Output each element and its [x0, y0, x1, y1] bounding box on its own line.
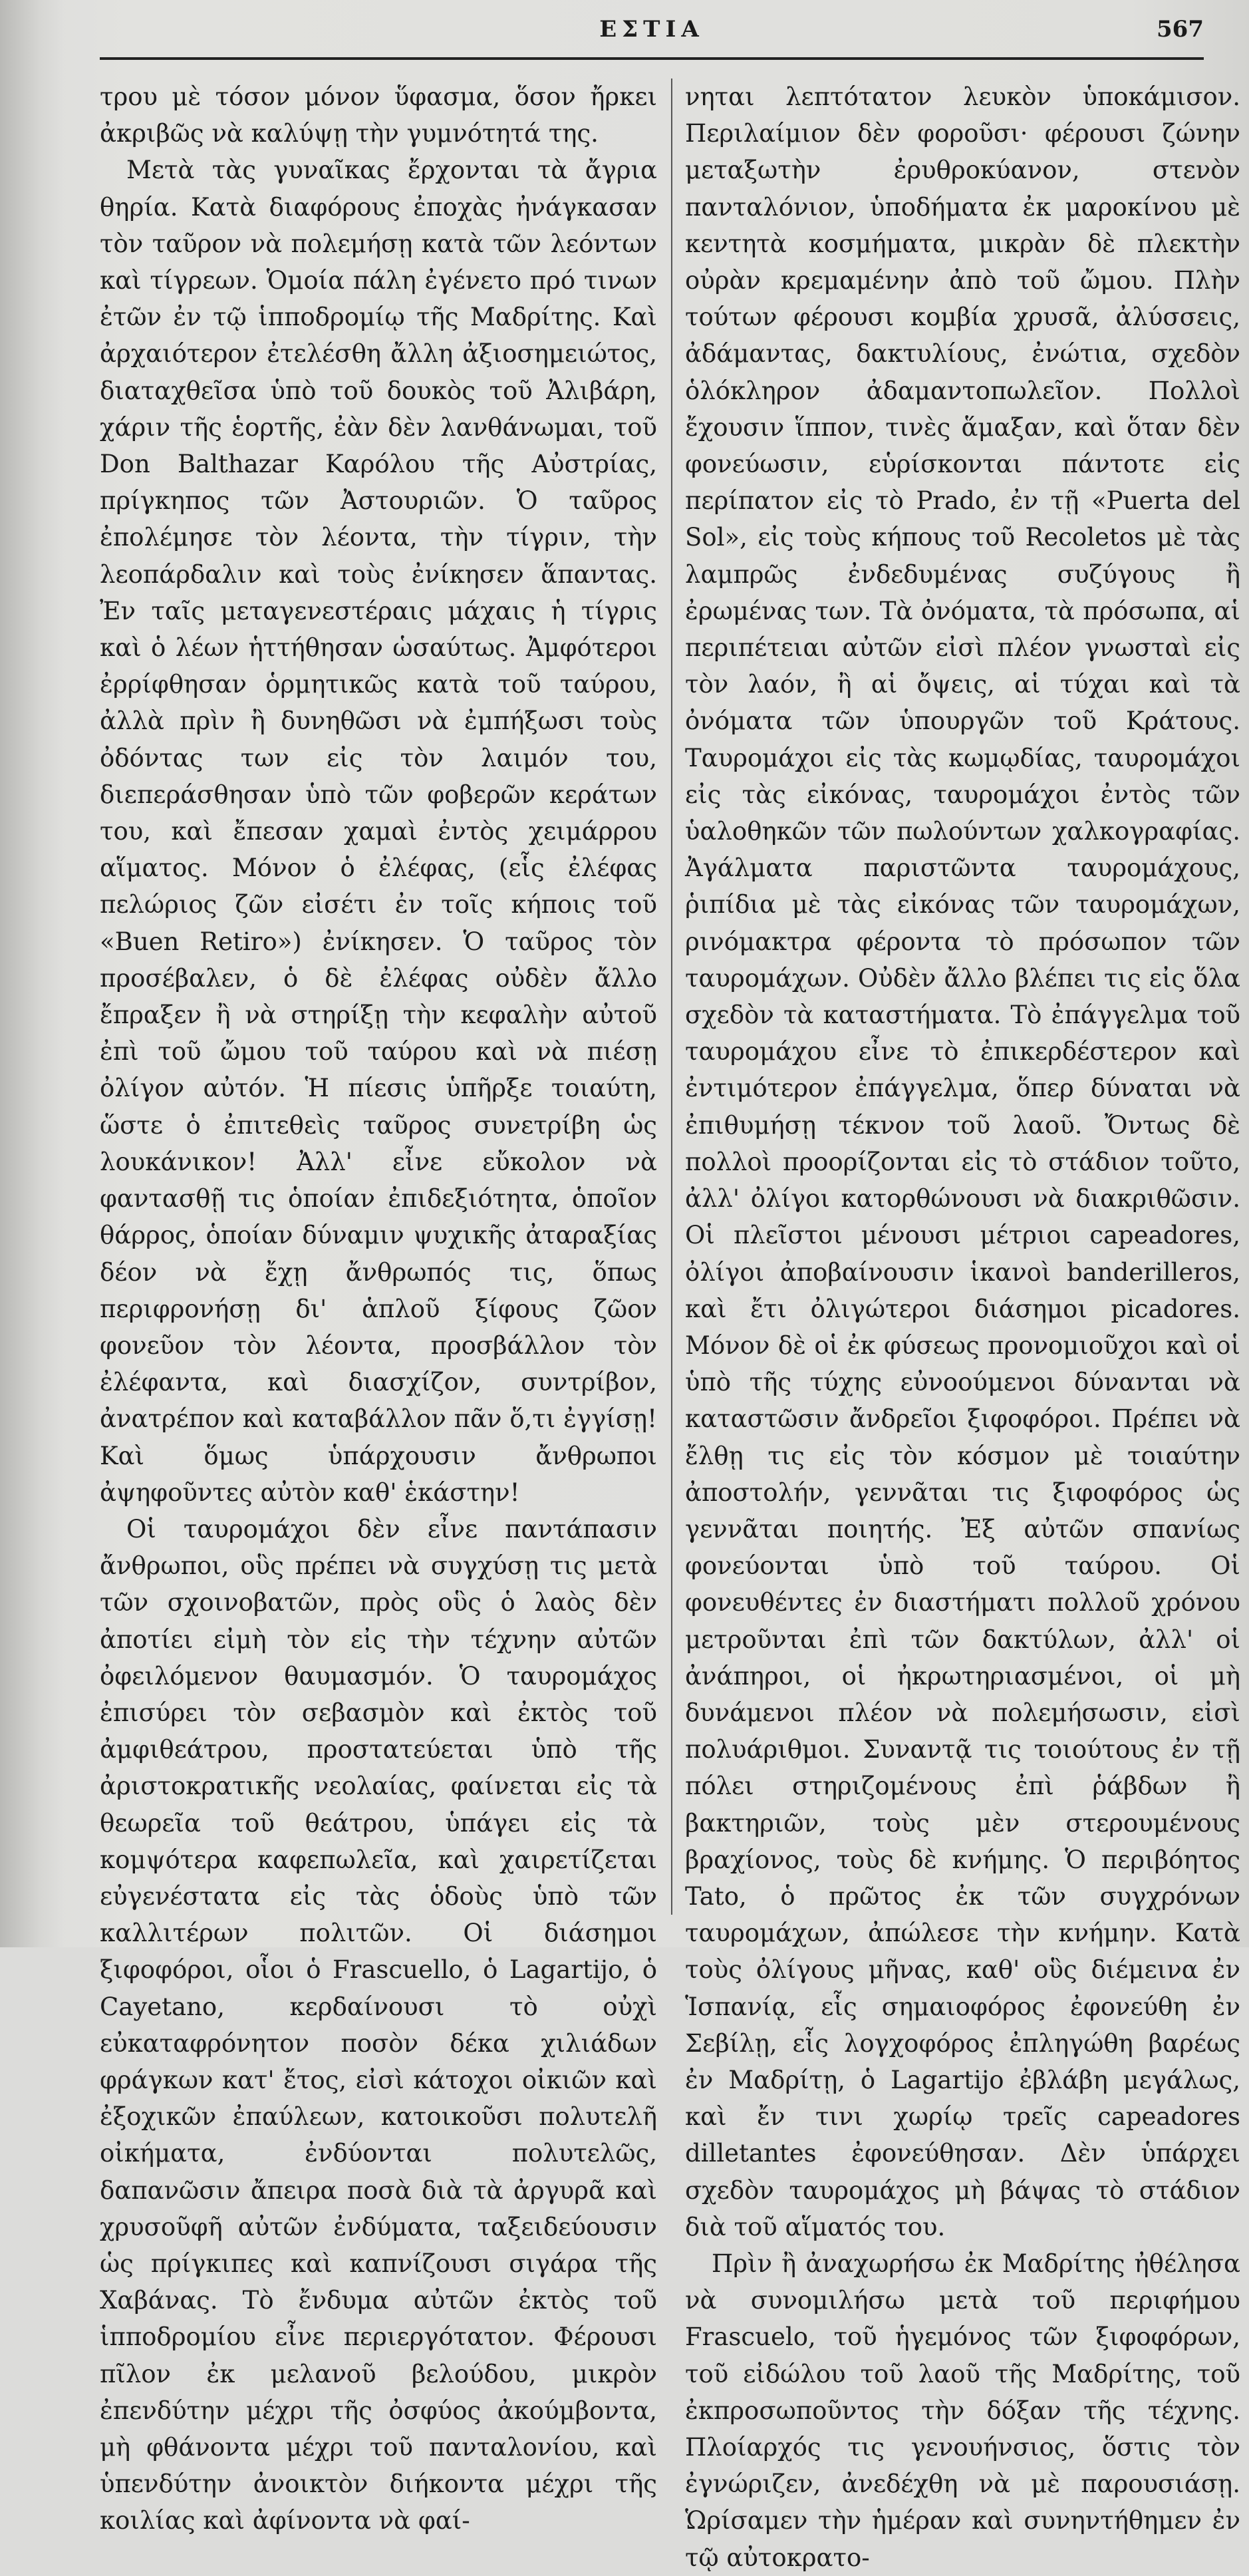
paragraph: νηται λεπτότατον λευκὸν ὑποκάμισον. Περιλαίμιον δὲν φοροῦσι· φέρουσι ζώνην μεταξωτὴν ἐρυθροκύανον, στενὸν πανταλόνιον, ὑποδήματα ἐκ μαροκίνου μὲ κεντητὰ κοσμήματα, μικρὰν δὲ πλεκτὴν οὐρὰν κρεμαμένην ἀπὸ τοῦ ὤμου. Πλὴν τούτων φέρουσι κομβία χρυσᾶ, ἀλύσσεις, ἀδάμαντας, δακτυλίους, ἐνώτια, σχεδὸν ὁλόκληρον ἀδαμαντοπωλεῖον. Πολλοὶ ἔχουσιν ἵππον, τινὲς ἅμαξαν, καὶ ὅταν δὲν φονεύωσιν, εὑρίσκονται πάντοτε εἰς περίπατον εἰς τὸ Prado, ἐν τῇ «Puerta del Sol», εἰς τοὺς κήπους τοῦ Recoletos μὲ τὰς λαμπρῶς ἐνδεδυμένας συζύγους ἢ ἐρωμένας των. Τὰ ὀνόματα, τὰ πρόσωπα, αἱ περιπέτειαι αὐτῶν εἰσὶ πλέον γνωσταὶ εἰς τὸν λαόν, ἢ αἱ ὄψεις, αἱ τύχαι καὶ τὰ ὀνόματα τῶν ὑπουργῶν τοῦ Κράτους. Ταυρομάχοι εἰς τὰς κωμῳδίας, ταυρομάχοι εἰς τὰς εἰκόνας, ταυρομάχοι ἐντὸς τῶν ὑαλοθηκῶν τῶν πωλούντων χαλκογραφίας. Ἀγάλματα παριστῶντα ταυρομάχους, ῥιπίδια μὲ τὰς εἰκόνας τῶν ταυρομάχων, ρινόμακτρα φέροντα τὸ πρόσωπον τῶν ταυρομάχων. Οὐδὲν ἄλλο βλέπει τις εἰς ὅλα σχεδὸν τὰ καταστήματα. Τὸ ἐπάγγελμα τοῦ ταυρομάχου εἶνε τὸ ἐπικερδέστερον καὶ ἐντιμότερον ἐπάγγελμα, ὅπερ δύναται νὰ ἐπιθυμήσῃ τέκνον τοῦ λαοῦ. Ὄντως δὲ πολλοὶ προορίζονται εἰς τὸ στάδιον τοῦτο, ἀλλ' ὀλίγοι κατορθώνουσι νὰ διακριθῶσιν. Οἱ πλεῖστοι μένουσι μέτριοι capeadores, ὀλίγοι ἀποβαίνουσιν ἱκανοὶ banderilleros, καὶ ἔτι ὀλιγώτεροι διάσημοι picadores. Μόνον δὲ οἱ ἐκ φύσεως προνομιοῦχοι καὶ οἱ ὑπὸ τῆς τύχης εὐνοούμενοι δύνανται νὰ καταστῶσιν ἄνδρεῖοι ξιφοφόροι. Πρέπει νὰ ἔλθῃ τις εἰς τὸν κόσμον μὲ τοιαύτην ἀποστολήν, γεννᾶται τις ξιφοφόρος ὡς γεννᾶται ποιητής. Ἐξ αὐτῶν σπανίως φονεύονται ὑπὸ τοῦ ταύρου. Οἱ φονευθέντες ἐν διαστήματι πολλοῦ χρόνου μετροῦνται ἐπὶ τῶν δακτύλων, ἀλλ' οἱ ἀνάπηροι, οἱ ἠκρωτηριασμένοι, οἱ μὴ δυνάμενοι πλέον νὰ πολεμήσωσιν, εἰσὶ πολυάριθμοι. Συναντᾷ τις τοιούτους ἐν τῇ πόλει στηριζομένους ἐπὶ ῥάβδων ἢ βακτηριῶν, τοὺς μὲν στερουμένους βραχίονος, τοὺς δὲ κνήμης. Ὁ περιβόητος Tato, ὁ πρῶτος ἐκ τῶν συγχρόνων ταυρομάχων, ἀπώλεσε τὴν κνήμην. Κατὰ τοὺς ὀλίγους μῆνας, καθ' οὓς διέμεινα ἐν Ἱσπανίᾳ, εἷς σημαιοφόρος ἐφονεύθη ἐν Σεβίλῃ, εἷς λογχοφόρος ἐπληγώθη βαρέως ἐν Μαδρίτῃ, ὁ Lagartijo ἐβλάβη μεγάλως, καὶ ἔν τινι χωρίῳ τρεῖς capeadores dilletantes ἐφονεύθησαν. Δὲν ὑπάρχει σχεδὸν ταυρομάχος μὴ βάψας τὸ στάδιον διὰ τοῦ αἵματός του.	[685, 82, 1240, 2241]
page-number: 567	[1157, 16, 1204, 43]
paragraph: τρου μὲ τόσον μόνον ὕφασμα, ὅσον ἤρκει ἀκριβῶς νὰ καλύψῃ τὴν γυμνότητά της.	[100, 82, 657, 148]
right-column	[685, 79, 1240, 2572]
left-column	[100, 79, 657, 2535]
running-head	[100, 12, 1204, 52]
header-rule	[100, 57, 1204, 60]
column-divider	[671, 79, 672, 1915]
journal-title: ΕΣΤΙΑ	[599, 16, 704, 43]
paragraph: Μετὰ τὰς γυναῖκας ἔρχονται τὰ ἄγρια θηρία. Κατὰ διαφόρους ἐποχὰς ἠνάγκασαν τὸν ταῦρον νὰ πολεμήσῃ κατὰ τῶν λεόντων καὶ τίγρεων. Ὁμοία πάλη ἐγένετο πρό τινων ἐτῶν ἐν τῷ ἱπποδρομίῳ τῆς Μαδρίτης. Καὶ ἀρχαιότερον ἐτελέσθη ἄλλη ἀξιοσημειώτος, διαταχθεῖσα ὑπὸ τοῦ δουκὸς τοῦ Ἀλιβάρη, χάριν τῆς ἑορτῆς, ἐὰν δὲν λανθάνωμαι, τοῦ Don Balthazar Καρόλου τῆς Αὐστρίας, πρίγκηπος τῶν Ἀστουριῶν. Ὁ ταῦρος ἐπολέμησε τὸν λέοντα, τὴν τίγριν, τὴν λεοπάρδαλιν καὶ τοὺς ἐνίκησεν ἅπαντας. Ἐν ταῖς μεταγενεστέραις μάχαις ἡ τίγρις καὶ ὁ λέων ἡττήθησαν ὡσαύτως. Ἀμφότεροι ἐρρίφθησαν ὁρμητικῶς κατὰ τοῦ ταύρου, ἀλλὰ πρὶν ἢ δυνηθῶσι νὰ ἐμπήξωσι τοὺς ὀδόντας των εἰς τὸν λαιμόν του, διεπεράσθησαν ὑπὸ τῶν φοβερῶν κεράτων του, καὶ ἔπεσαν χαμαὶ ἐντὸς χειμάρρου αἵματος. Μόνον ὁ ἐλέφας, (εἷς ἐλέφας πελώριος ζῶν εἰσέτι ἐν τοῖς κήποις τοῦ «Buen Retiro») ἐνίκησεν. Ὁ ταῦρος τὸν προσέβαλεν, ὁ δὲ ἐλέφας οὐδὲν ἄλλο ἔπραξεν ἢ νὰ στηρίξῃ τὴν κεφαλὴν αὐτοῦ ἐπὶ τοῦ ὤμου τοῦ ταύρου καὶ νὰ πιέσῃ ὀλίγον αὐτόν. Ἡ πίεσις ὑπῆρξε τοιαύτη, ὥστε ὁ ἐπιτεθεὶς ταῦρος συνετρίβη ὡς λουκάνικον! Ἀλλ' εἶνε εὔκολον νὰ φαντασθῇ τις ὁποίαν ἐπιδεξιότητα, ὁποῖον θάρρος, ὁποίαν δύναμιν ψυχικῆς ἀταραξίας δέον νὰ ἔχῃ ἄνθρωπός τις, ὅπως περιφρονήσῃ δι' ἁπλοῦ ξίφους ζῶον φονεῦον τὸν λέοντα, προσβάλλον τὸν ἐλέφαντα, καὶ διασχίζον, συντρίβον, ἀνατρέπον καὶ καταβάλλον πᾶν ὅ,τι ἐγγίσῃ! Καὶ ὅμως ὑπάρχουσιν ἄνθρωποι ἀψηφοῦντες αὐτὸν καθ' ἑκάστην!	[100, 156, 657, 1507]
paragraph: Οἱ ταυρομάχοι δὲν εἶνε παντάπασιν ἄνθρωποι, οὓς πρέπει νὰ συγχύσῃ τις μετὰ τῶν σχοινοβατῶν, πρὸς οὓς ὁ λαὸς δὲν ἀποτίει εἰμὴ τὸν εἰς τὴν τέχνην αὐτῶν ὀφειλόμενον θαυμασμόν. Ὁ ταυρομάχος ἐπισύρει τὸν σεβασμὸν καὶ ἐκτὸς τοῦ ἀμφιθεάτρου, προστατεύεται ὑπὸ τῆς ἀριστοκρατικῆς νεολαίας, φαίνεται εἰς τὰ θεωρεῖα τοῦ θεάτρου, ὑπάγει εἰς τὰ κομψότερα καφεπωλεῖα, καὶ χαιρετίζεται εὐγενέστατα εἰς τὰς ὁδοὺς ὑπὸ τῶν καλλιτέρων πολιτῶν. Οἱ διάσημοι ξιφοφόροι, οἷοι ὁ Frascuello, ὁ Lagartijo, ὁ Cayetano, κερδαίνουσι τὸ οὐχὶ εὐκαταφρόνητον ποσὸν δέκα χιλιάδων φράγκων κατ' ἔτος, εἰσὶ κάτοχοι οἰκιῶν καὶ ἐξοχικῶν ἐπαύλεων, κατοικοῦσι πολυτελῆ οἰκήματα, ἐνδύονται πολυτελῶς, δαπανῶσιν ἄπειρα ποσὰ διὰ τὰ ἀργυρᾶ καὶ χρυσοῦφῆ αὐτῶν ἐνδύματα, ταξειδεύουσιν ὡς πρίγκιπες καὶ καπνίζουσι σιγάρα τῆς Χαβάνας. Τὸ ἔνδυμα αὐτῶν ἐκτὸς τοῦ ἱπποδρομίου εἶνε περιεργότατον. Φέρουσι πῖλον ἐκ μελανοῦ βελούδου, μικρὸν ἐπενδύτην μέχρι τῆς ὀσφύος ἀκούμβοντα, μὴ φθάνοντα μέχρι τοῦ πανταλονίου, καὶ ὑπενδύτην ἀνοικτὸν διήκοντα μέχρι τῆς κοιλίας καὶ ἀφίνοντα νὰ φαί-	[100, 1514, 657, 2535]
binding-shadow	[0, 0, 63, 1947]
paragraph: Πρὶν ἢ ἀναχωρήσω ἐκ Μαδρίτης ἠθέλησα νὰ συνομιλήσω μετὰ τοῦ περιφήμου Frascuelo, τοῦ ἡγεμόνος τῶν ξιφοφόρων, τοῦ εἰδώλου τοῦ λαοῦ τῆς Μαδρίτης, τοῦ ἐκπροσωποῦντος τὴν δόξαν τῆς τέχνης. Πλοίαρχός τις γενουήνσιος, ὅστις τὸν ἐγνώριζεν, ἀνεδέχθη νὰ μὲ παρουσιάσῃ. Ὡρίσαμεν τὴν ἡμέραν καὶ συνηντήθημεν ἐν τῷ αὐτοκρατο-	[685, 2249, 1240, 2572]
